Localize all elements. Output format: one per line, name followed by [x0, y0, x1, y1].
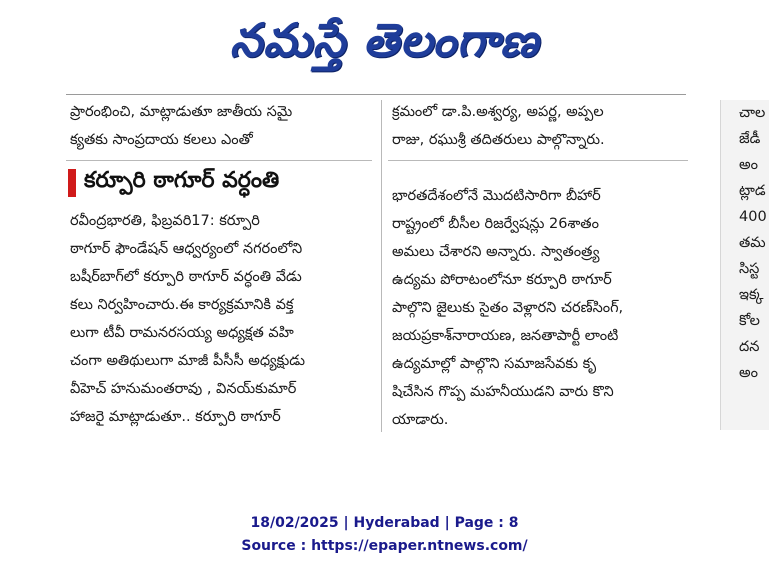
text-line: యాడారు.: [392, 412, 449, 428]
text-line: ఇక్క: [739, 287, 764, 303]
article-body-left: [70, 207, 375, 431]
text-line: పాల్గొని జైలుకు సైతం వెళ్లారని చరణ్‌సింగ్,: [392, 300, 624, 316]
text-line: కలు నిర్వహించారు.ఈ కార్యక్రమానికి వక్త: [70, 297, 294, 313]
masthead-divider: [66, 94, 686, 95]
text-line: తమ: [739, 235, 766, 251]
text-line: షిచేసిన గొప్ప మహనీయుడని వారు కొని: [392, 384, 614, 400]
text-line: ఠాగూర్ ఫౌండేషన్ ఆధ్వర్యంలో నగరంలోని: [70, 241, 303, 257]
article-body-middle: [392, 182, 697, 434]
text-line: ప్రారంభించి, మాట్లాడుతూ జాతీయ సమై: [70, 104, 293, 120]
text-line: అం: [739, 157, 758, 173]
article-headline: [68, 168, 378, 198]
text-line: రాజు, రఘుశ్రీ తదితరులు పాల్గొన్నారు.: [392, 132, 605, 148]
text-line: క్యతకు సాంప్రదాయ కలలు ఎంతో: [70, 132, 253, 148]
text-line: ఉద్యమ పోరాటంలోనూ కర్పూరి ఠాగూర్: [392, 272, 612, 288]
newspaper-logo: నమస్తే తెలంగాణ: [229, 13, 540, 67]
section-divider: [66, 160, 372, 161]
masthead: [0, 0, 769, 92]
top-left-text: [70, 98, 370, 154]
text-line: రవీంద్రభారతి, ఫిబ్రవరి17: కర్పూరి: [70, 213, 260, 229]
column-divider: [381, 100, 382, 432]
text-line: ఉద్యమాల్లో పాల్గొని సమాజసేవకు కృ: [392, 356, 596, 372]
text-line: వీహెచ్ హనుమంతరావు , వినయ్‌కుమార్: [70, 381, 297, 397]
text-line: అం: [739, 365, 758, 381]
text-line: సిస్ట: [739, 261, 760, 277]
text-line: అమలు చేశారని అన్నారు. స్వాతంత్ర్య: [392, 244, 600, 260]
text-line: హాజరై మాట్లాడుతూ.. కర్పూరి ఠాగూర్: [70, 409, 281, 425]
text-line: క్రమంలో డా.పి.అశ్వర్య, అపర్ణ, అప్పల: [392, 104, 604, 120]
text-line: భారతదేశంలోనే మొదటిసారిగా బీహార్: [392, 188, 601, 204]
headline-text: కర్పూరి ఠాగూర్ వర్ధంతి: [84, 168, 280, 193]
footer-source-line: Source : https://epaper.ntnews.com/: [241, 538, 528, 554]
section-divider: [388, 160, 688, 161]
text-line: చంగా అతిథులుగా మాజీ పీసీసీ అధ్యక్షుడు: [70, 353, 305, 369]
adjacent-article-strip: [720, 100, 769, 430]
text-line: రాష్ట్రంలో బీసీల రిజర్వేషన్లు 26శాతం: [392, 216, 599, 232]
footer-date-line: 18/02/2025 | Hyderabad | Page : 8: [250, 515, 519, 531]
text-line: చాల: [739, 105, 766, 121]
text-line: ట్లాడ: [739, 183, 766, 199]
text-line: 400: [739, 209, 767, 225]
text-line: జేడీ: [739, 131, 761, 147]
top-mid-text: [392, 98, 692, 154]
headline-marker: [68, 169, 76, 197]
text-line: లుగా టీవీ రామనరసయ్య అధ్యక్షత వహి: [70, 325, 294, 341]
text-line: జయప్రకాశ్‌నారాయణ, జనతాపార్టీ లాంటి: [392, 328, 619, 344]
text-line: దన: [739, 339, 760, 355]
text-line: కోల: [739, 313, 760, 329]
text-line: బషీర్‌బాగ్‌లో కర్పూరి ఠాగూర్ వర్ధంతి వేడు: [70, 269, 302, 285]
